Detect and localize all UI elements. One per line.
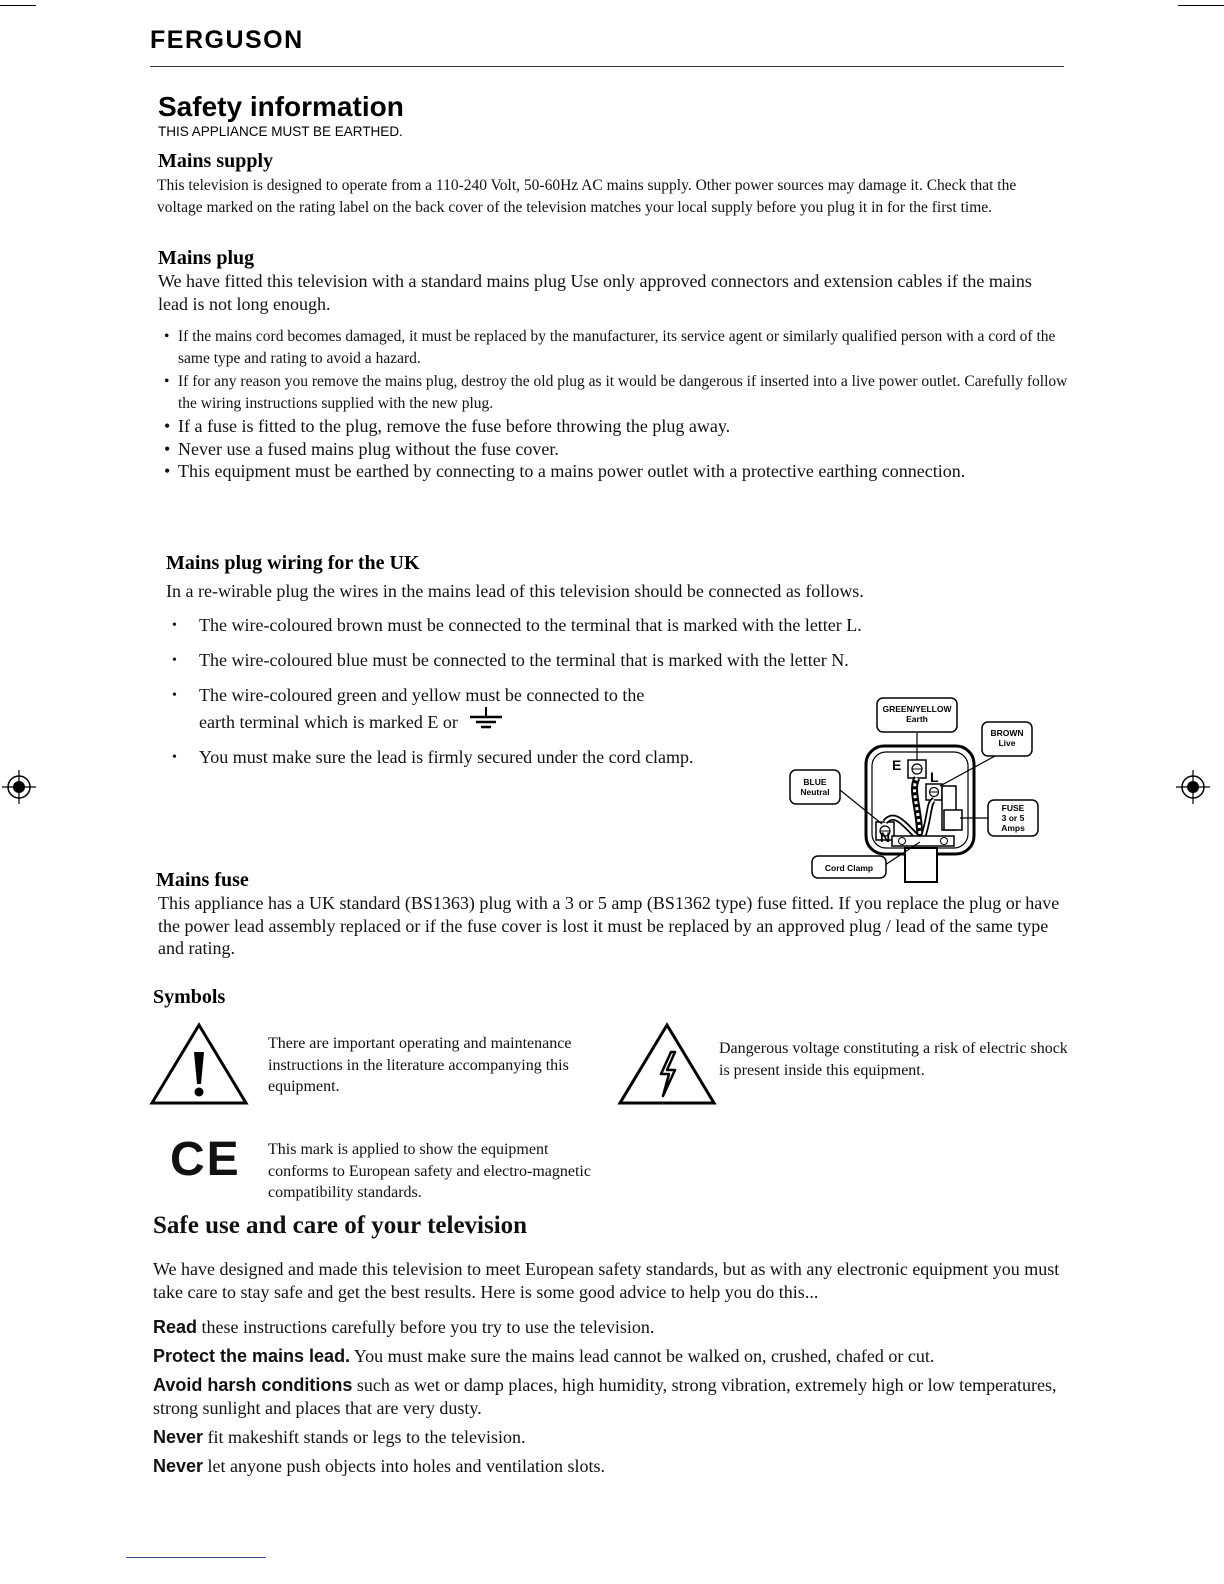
safe-use-item-stands: Never fit makeshift stands or legs to the television. — [153, 1427, 526, 1447]
label-earth: Earth — [906, 714, 928, 724]
symbols-heading: Symbols — [153, 986, 226, 1008]
safe-use-item-avoid: Avoid harsh conditions such as wet or damp places, high humidity, strong vibration, extremely high or low temperatures, strong sunlight and places that are very dusty. — [153, 1375, 1057, 1418]
uk-wiring-earth-line-2: earth terminal which is marked E or — [199, 712, 458, 732]
label-fuse-rating: 3 or 5 — [1001, 813, 1025, 823]
mains-supply-heading: Mains supply — [158, 150, 274, 172]
safe-use-item-objects: Never let anyone push objects into holes and ventilation slots. — [153, 1456, 605, 1476]
label-brown: BROWN — [990, 728, 1024, 738]
label-fuse: FUSE — [1001, 803, 1025, 813]
terminal-letter-n: N — [880, 829, 891, 845]
uk-wiring-bullet-clamp: • You must make sure the lead is firmly secured under the cord clamp. — [166, 746, 966, 769]
header-rule — [150, 66, 1064, 67]
uk-wiring-bullet-blue: • The wire-coloured blue must be connected to the terminal that is marked with the letter N. — [166, 649, 966, 672]
safe-use-item-protect: Protect the mains lead. You must make sure the mains lead cannot be walked on, crushed, chafed or cut. — [153, 1346, 935, 1366]
mains-plug-bullet-1: • If the mains cord becomes damaged, it must be replaced by the manufacturer, its service agent or similarly qualified person with a cord of the same type and rating to avoid a hazard. — [164, 326, 1069, 370]
mains-plug-heading: Mains plug — [158, 247, 255, 269]
plug-wiring-diagram — [780, 690, 1050, 890]
earthing-notice: THIS APPLIANCE MUST BE EARTHED. — [158, 124, 403, 139]
mains-fuse-text: This appliance has a UK standard (BS1363) plug with a 3 or 5 amp (BS1362 type) fuse fitted. If you replace the plug or have the power lead assembly replaced or if the fuse cover is lost it must be replaced by an approved plug / lead of the same type and rating. — [158, 893, 1060, 958]
warning-triangle-icon — [149, 1022, 249, 1106]
registration-mark-right — [1176, 770, 1210, 804]
brand-logo: FERGUSON — [150, 26, 304, 54]
mains-plug-text: We have fitted this television with a standard mains plug Use only approved connectors and extension cables if the mains lead is not long enough. — [158, 271, 1032, 314]
mains-plug-bullets — [164, 326, 1069, 483]
mains-plug-bullet-2: • If for any reason you remove the mains plug, destroy the old plug as it would be dangerous if inserted into a live power outlet. Carefully follow the wiring instructions supplied with the new plug. — [164, 371, 1069, 415]
ce-mark-icon: CE — [170, 1133, 241, 1186]
label-green-yellow: GREEN/YELLOW — [882, 704, 952, 714]
crop-mark-top-right — [1178, 5, 1224, 6]
warning-symbol-text: There are important operating and maintenance instructions in the literature accompanying this equipment. — [268, 1035, 572, 1095]
safe-use-intro: We have designed and made this television to meet European safety standards, but as with any electronic equipment you must take care to stay safe and get the best results. Here is some good advice to help you do this... — [153, 1259, 1060, 1302]
mains-plug-bullet-5: • This equipment must be earthed by connecting to a mains power outlet with a protective earthing connection. — [164, 460, 1038, 483]
earth-symbol-icon — [468, 707, 504, 731]
mains-supply-text: This television is designed to operate from a 110-240 Volt, 50-60Hz AC mains supply. Other power sources may damage it. Check that the voltage marked on the rating label on the back cover of the television matches your local supply before you plug it in for the first time. — [157, 177, 1017, 216]
safe-use-items — [153, 1316, 1068, 1484]
label-fuse-amps: Amps — [1001, 823, 1025, 833]
uk-wiring-heading: Mains plug wiring for the UK — [166, 552, 420, 574]
voltage-symbol-text: Dangerous voltage constituting a risk of electric shock is present inside this equipment. — [719, 1040, 1068, 1079]
label-blue: BLUE — [803, 777, 827, 787]
mains-fuse-heading: Mains fuse — [156, 869, 249, 891]
registration-mark-left — [2, 770, 36, 804]
label-cord-clamp: Cord Clamp — [824, 863, 874, 873]
label-neutral: Neutral — [800, 787, 830, 797]
label-live: Live — [998, 738, 1016, 748]
uk-wiring-intro: In a re-wirable plug the wires in the mains lead of this television should be connected as follows. — [166, 581, 864, 601]
terminal-letter-l: L — [930, 769, 939, 785]
crop-mark-bottom — [126, 1557, 266, 1558]
mains-plug-bullet-3: • If a fuse is fitted to the plug, remove the fuse before throwing the plug away. — [164, 415, 1069, 438]
lightning-triangle-icon — [617, 1022, 717, 1106]
uk-wiring-bullet-earth — [166, 684, 759, 734]
uk-wiring-bullet-brown: • The wire-coloured brown must be connected to the terminal that is marked with the letter L. — [166, 614, 966, 637]
crop-mark-top-left — [0, 5, 36, 6]
page-title: Safety information — [158, 91, 404, 122]
safe-use-item-read: Read these instructions carefully before you try to use the television. — [153, 1317, 655, 1337]
terminal-letter-e: E — [892, 757, 902, 773]
mains-plug-bullet-4: • Never use a fused mains plug without the fuse cover. — [164, 438, 1069, 461]
uk-wiring-earth-line-1: The wire-coloured green and yellow must be connected to the — [199, 685, 645, 705]
safe-use-heading: Safe use and care of your television — [153, 1212, 528, 1239]
ce-mark-text: This mark is applied to show the equipment conforms to European safety and electro-magnetic compatibility standards. — [268, 1141, 591, 1201]
